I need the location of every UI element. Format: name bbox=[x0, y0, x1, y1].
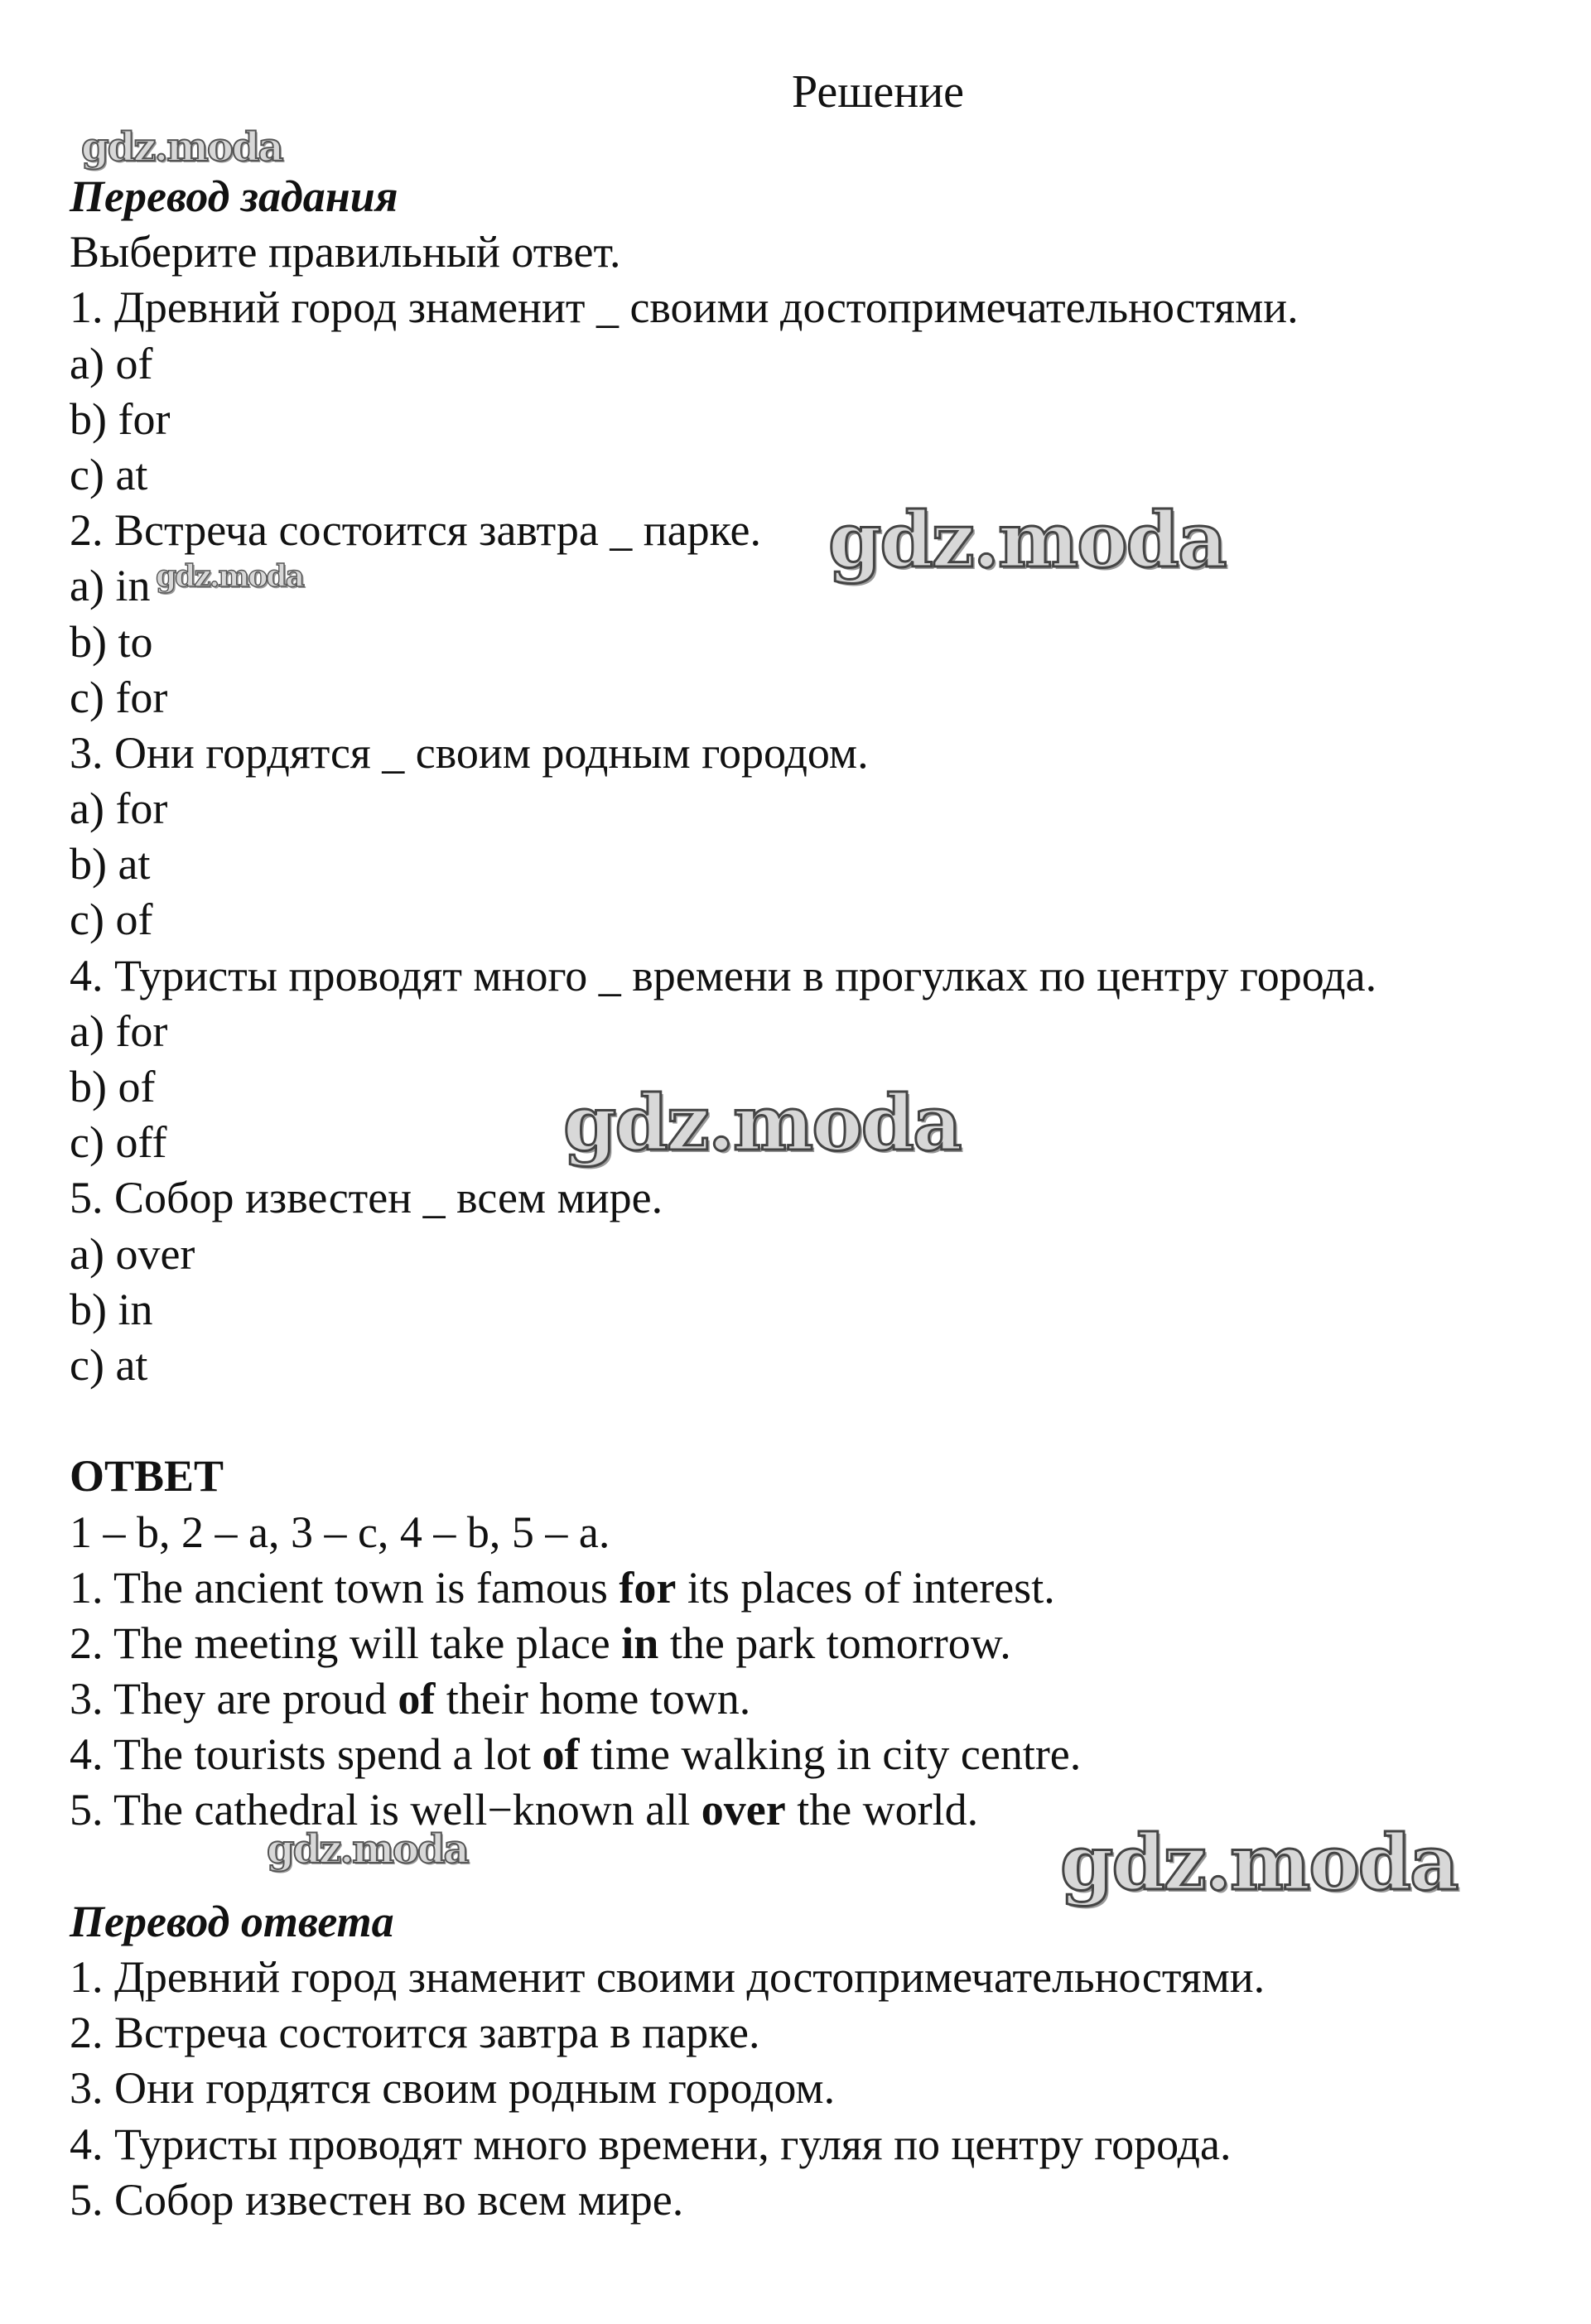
answer-sentence-text: 1. The ancient town is famous bbox=[70, 1562, 620, 1613]
answer-heading: ОТВЕТ bbox=[70, 1451, 224, 1502]
answer-sentence-4 bbox=[70, 1727, 1569, 1782]
question-3-option-a: a) for bbox=[70, 784, 168, 834]
question-4-option-b: b) of bbox=[70, 1062, 156, 1111]
answer-translation-line-1: 1. Древний город знаменит своими достопримечательностями. bbox=[70, 1952, 1266, 2002]
question-3: 3. Они гордятся _ своим родным городом. bbox=[70, 727, 869, 778]
answer-translation-line-5: 5. Собор известен во всем мире. bbox=[70, 2174, 684, 2225]
section-spacer bbox=[70, 1393, 1569, 1449]
document-body bbox=[70, 169, 1569, 2228]
answer-sentence-text: 2. The meeting will take place bbox=[70, 1618, 622, 1668]
watermark: gdz.moda bbox=[156, 559, 303, 594]
answer-sentence-text: time walking in city centre. bbox=[579, 1729, 1082, 1780]
answer-keyword: of bbox=[542, 1729, 580, 1780]
answer-keyword: in bbox=[621, 1618, 659, 1668]
question-3-option-c: c) of bbox=[70, 894, 153, 945]
watermark: gdz.moda bbox=[81, 124, 282, 171]
question-4-option-a: a) for bbox=[70, 1005, 168, 1056]
task-instruction: Выберите правильный ответ. bbox=[70, 227, 621, 277]
answer-keyword: of bbox=[398, 1674, 436, 1724]
answer-translation-line-4: 4. Туристы проводят много времени, гуляя по центру города. bbox=[70, 2119, 1232, 2169]
question-1-option-b: b) for bbox=[70, 393, 171, 444]
task-translation-heading: Перевод задания bbox=[70, 171, 398, 221]
answer-keyword: for bbox=[619, 1562, 677, 1613]
answer-translation-line-2: 2. Встреча состоится завтра в парке. bbox=[70, 2008, 760, 2058]
question-1-option-a: a) of bbox=[70, 338, 153, 388]
answer-sentence-text: 3. They are proud bbox=[70, 1674, 398, 1724]
question-5-option-a: a) over bbox=[70, 1228, 195, 1279]
question-1: 1. Древний город знаменит _ своими достопримечательностями. bbox=[70, 282, 1299, 333]
answer-sentence-text: 5. The cathedral is well−known all bbox=[70, 1785, 701, 1835]
answer-translation-line-3: 3. Они гордятся своим родным городом. bbox=[70, 2063, 836, 2114]
question-3-option-b: b) at bbox=[70, 839, 151, 890]
answer-sentence-text: its places of interest. bbox=[676, 1562, 1055, 1613]
watermark: gdz.moda bbox=[267, 1826, 468, 1873]
answer-translation-heading: Перевод ответа bbox=[70, 1896, 394, 1946]
watermark: gdz.moda bbox=[563, 1078, 961, 1168]
question-5-option-b: b) in bbox=[70, 1284, 153, 1334]
question-4-option-c: c) off bbox=[70, 1117, 167, 1168]
watermark: gdz.moda bbox=[1060, 1818, 1458, 1907]
page-title: Решение bbox=[791, 66, 965, 118]
question-5-option-c: c) at bbox=[70, 1339, 148, 1390]
answer-sentence-3 bbox=[70, 1671, 1569, 1727]
answer-sentence-text: the world. bbox=[785, 1785, 979, 1835]
question-2-option-a: a) in bbox=[70, 561, 151, 611]
watermark: gdz.moda bbox=[828, 495, 1226, 585]
answer-sentence-text: their home town. bbox=[435, 1674, 751, 1724]
answer-summary: 1 – b, 2 – a, 3 – c, 4 – b, 5 – a. bbox=[70, 1507, 610, 1557]
question-4: 4. Туристы проводят много _ времени в прогулках по центру города. bbox=[70, 950, 1377, 1000]
answer-sentence-1 bbox=[70, 1560, 1569, 1616]
answer-sentence-text: the park tomorrow. bbox=[658, 1618, 1011, 1668]
question-5: 5. Собор известен _ всем мире. bbox=[70, 1173, 663, 1223]
answer-keyword: over bbox=[701, 1785, 786, 1835]
answer-sentence-2 bbox=[70, 1616, 1569, 1671]
question-1-option-c: c) at bbox=[70, 449, 148, 499]
question-2-option-c: c) for bbox=[70, 672, 168, 722]
answer-sentence-text: 4. The tourists spend a lot bbox=[70, 1729, 542, 1780]
question-2-option-b: b) to bbox=[70, 616, 153, 667]
question-2: 2. Встреча состоится завтра _ парке. bbox=[70, 505, 762, 556]
